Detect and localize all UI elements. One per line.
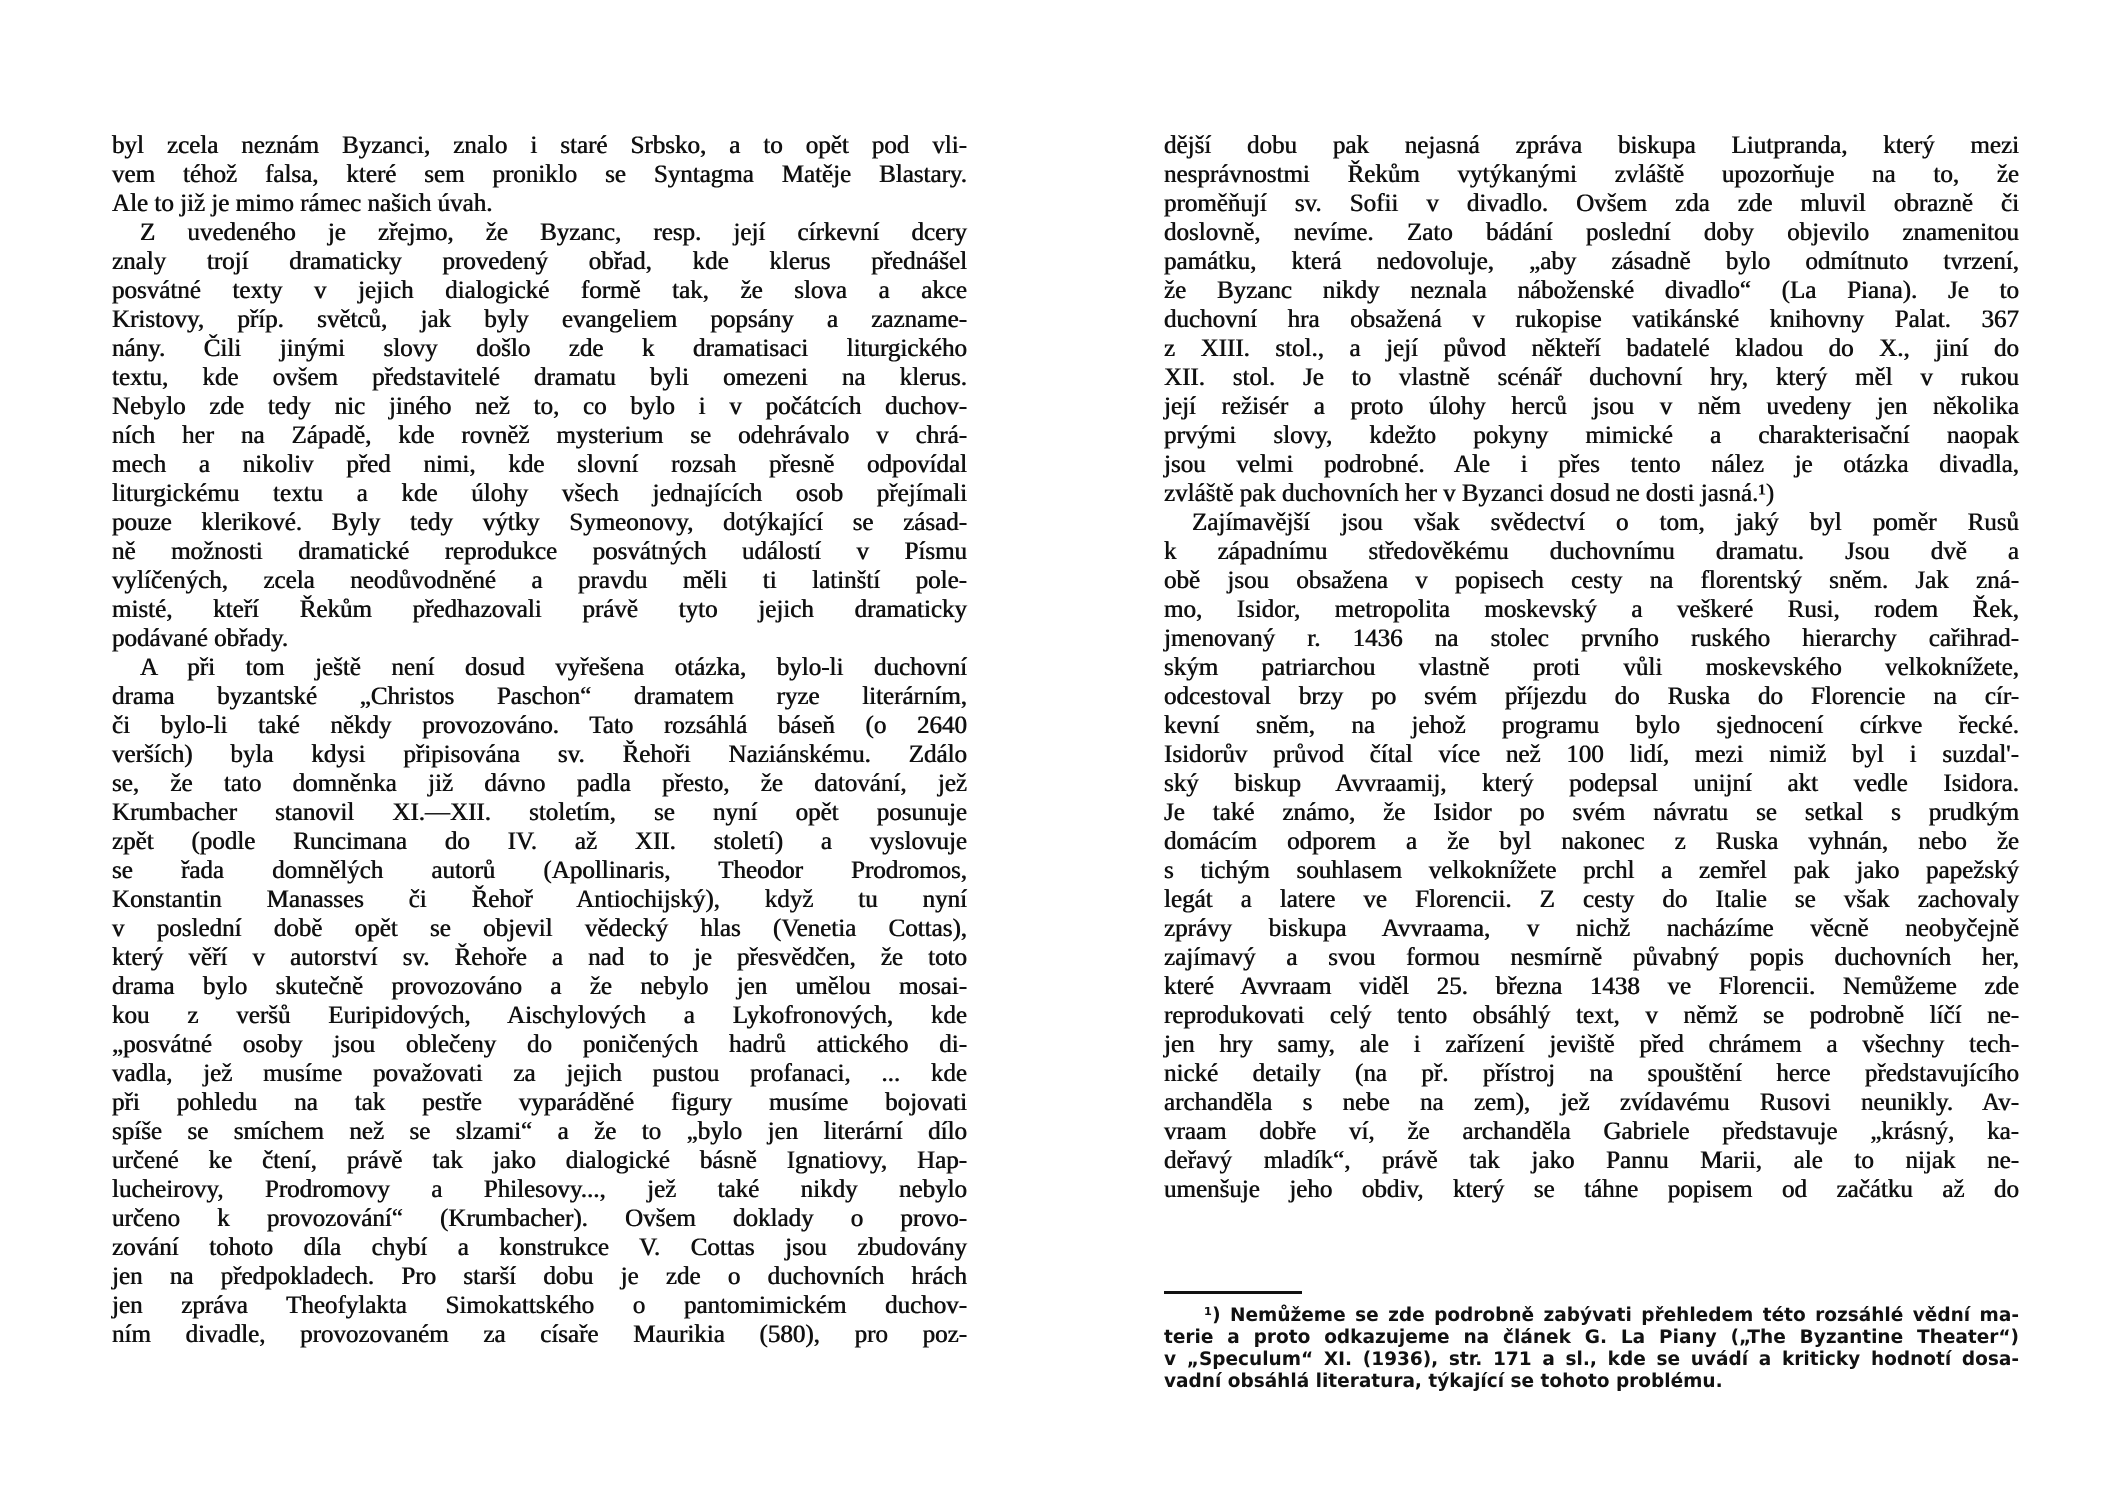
text-line: archanděla s nebe na zem), jež zvídavému Rusovi neunikly. Av-	[1164, 1089, 2019, 1116]
text-line: znaly trojí dramaticky provedený obřad, kde klerus přednášel	[112, 248, 967, 275]
text-line: jsou velmi podrobné. Ale i přes tento nález je otázka divadla,	[1164, 451, 2019, 478]
text-line: památku, která nedovoluje, „aby zásadně bylo odmítnuto tvrzení,	[1164, 248, 2019, 275]
text-line: mech a nikoliv před nimi, kde slovní rozsah přesně odpovídal	[112, 451, 967, 478]
text-line: XII. stol. Je to vlastně scénář duchovní hry, který měl v rukou	[1164, 364, 2019, 391]
text-line: jen na předpokladech. Pro starší dobu je zde o duchovních hrách	[112, 1263, 967, 1290]
text-line: reprodukovati celý tento obsáhlý text, v němž se podrobně líčí ne-	[1164, 1002, 2019, 1029]
text-line: nické detaily (na př. přístroj na spouštění herce představujícího	[1164, 1060, 2019, 1087]
text-line: že Byzanc nikdy neznala náboženské divadlo“ (La Piana). Je to	[1164, 277, 2019, 304]
text-line: Kristovy, příp. světců, jak byly evangeliem popsány a zazname-	[112, 306, 967, 333]
text-line: Nebylo zde tedy nic jiného než to, co bylo i v počátcích duchov-	[112, 393, 967, 420]
text-line: jen zpráva Theofylakta Simokattského o pantomimickém duchov-	[112, 1292, 967, 1319]
text-line: který věří v autorství sv. Řehoře a nad to je přesvědčen, že toto	[112, 944, 967, 971]
text-line: Ale to již je mimo rámec našich úvah.	[112, 190, 493, 217]
text-line: verších) byla kdysi připisována sv. Řehoři Naziánskému. Zdálo	[112, 741, 967, 768]
text-line: ský biskup Avvraamij, který podepsal unijní akt vedle Isidora.	[1164, 770, 2019, 797]
text-line: umenšuje jeho obdiv, který se táhne popisem od začátku až do	[1164, 1176, 2019, 1203]
text-line: textu, kde ovšem představitelé dramatu byli omezeni na klerus.	[112, 364, 967, 391]
right-text-column	[1164, 131, 2019, 1204]
text-line: deřavý mladík“, právě tak jako Pannu Marii, ale to nijak ne-	[1164, 1147, 2019, 1174]
text-line: proměňují sv. Sofii v divadlo. Ovšem zda zde mluvil obrazně či	[1164, 190, 2019, 217]
text-line: mo, Isidor, metropolita moskevský a veškeré Rusi, rodem Řek,	[1164, 596, 2019, 623]
text-line: liturgickému textu a kde úlohy všech jednajících osob přejímali	[112, 480, 967, 507]
text-line: podávané obřady.	[112, 625, 289, 652]
text-line: kou z veršů Euripidových, Aischylových a Lykofronových, kde	[112, 1002, 967, 1029]
text-line: Konstantin Manasses či Řehoř Antiochijský), když tu nyní	[112, 886, 967, 913]
paragraph-start-line: Zajímavější jsou však svědectví o tom, jaký byl poměr Rusů	[1192, 509, 2019, 536]
text-line: nesprávnostmi Řekům vytýkanými zvláště upozorňuje na to, že	[1164, 161, 2019, 188]
text-line: drama bylo skutečně provozováno a že nebylo jen umělou mosai-	[112, 973, 967, 1000]
text-line: zvláště pak duchovních her v Byzanci dosud ne dosti jasná.¹)	[1164, 480, 1775, 507]
text-line: ních her na Západě, kde rovněž mysterium se odehrávalo v chrá-	[112, 422, 967, 449]
paragraph-start-line: A při tom ještě není dosud vyřešena otázka, bylo-li duchovní	[140, 654, 967, 681]
text-line: její režisér a proto úlohy herců jsou v něm uvedeny jen několika	[1164, 393, 2019, 420]
text-line: z XIII. stol., a její původ někteří badatelé kladou do X., jiní do	[1164, 335, 2019, 362]
text-line: zprávy biskupa Avvraama, v nichž nacházíme věcně neobyčejně	[1164, 915, 2019, 942]
text-line: jmenovaný r. 1436 na stolec prvního ruského hierarchy cařihrad-	[1164, 625, 2019, 652]
text-line: Isidorův průvod čítal více než 100 lidí, mezi nimiž byl i suzdal'-	[1164, 741, 2019, 768]
text-line: pouze klerikové. Byly tedy výtky Symeonovy, dotýkající se zásad-	[112, 509, 967, 536]
text-line: k západnímu středověkému duchovnímu dramatu. Jsou dvě a	[1164, 538, 2019, 565]
text-line: kevní sněm, na jehož programu bylo sjednocení církve řecké.	[1164, 712, 2019, 739]
paragraph-start-line: Z uvedeného je zřejmo, že Byzanc, resp. její církevní dcery	[140, 219, 967, 246]
text-line: ně možnosti dramatické reprodukce posvátných událostí v Písmu	[112, 538, 967, 565]
footnote-line: terie a proto odkazujeme na článek G. La Piany („The Byzantine Theater“)	[1164, 1327, 2019, 1348]
text-line: zpět (podle Runcimana do IV. až XII. století) a vyslovuje	[112, 828, 967, 855]
text-line: jen hry samy, ale i zařízení jeviště před chrámem a všechny tech-	[1164, 1031, 2019, 1058]
text-line: dější dobu pak nejasná zpráva biskupa Liutpranda, který mezi	[1164, 132, 2019, 159]
text-line: obě jsou obsažena v popisech cesty na florentský sněm. Jak zná-	[1164, 567, 2019, 594]
text-line: odcestoval brzy po svém příjezdu do Ruska do Florencie na cír-	[1164, 683, 2019, 710]
text-line: se řada domnělých autorů (Apollinaris, Theodor Prodromos,	[112, 857, 967, 884]
text-line: posvátné texty v jejich dialogické formě tak, že slova a akce	[112, 277, 967, 304]
text-line: legát a latere ve Florencii. Z cesty do Italie se však zachovaly	[1164, 886, 2019, 913]
footnote-line: vadní obsáhlá literatura, týkající se tohoto problému.	[1164, 1371, 1723, 1392]
text-line: byl zcela neznám Byzanci, znalo i staré Srbsko, a to opět pod vli-	[112, 132, 967, 159]
text-line: určeno k provozování“ (Krumbacher). Ovšem doklady o provo-	[112, 1205, 967, 1232]
text-line: se, že tato domněnka již dávno padla přesto, že datování, jež	[112, 770, 967, 797]
text-line: duchovní hra obsažená v rukopise vatikánské knihovny Palat. 367	[1164, 306, 2019, 333]
footnote-line: v „Speculum“ XI. (1936), str. 171 a sl., kde se uvádí a kriticky hodnotí dosa-	[1164, 1349, 2019, 1370]
text-line: ským patriarchou vlastně proti vůli moskevského velkoknížete,	[1164, 654, 2019, 681]
text-line: či bylo-li také někdy provozováno. Tato rozsáhlá báseň (o 2640	[112, 712, 967, 739]
footnote-line: ¹) Nemůžeme se zde podrobně zabývati přehledem této rozsáhlé vědní ma-	[1204, 1305, 2019, 1326]
text-line: domácím odporem a že byl nakonec z Ruska vyhnán, nebo že	[1164, 828, 2019, 855]
text-line: doslovně, nevíme. Zato bádání poslední doby objevilo znamenitou	[1164, 219, 2019, 246]
text-line: misté, kteří Řekům předhazovali právě tyto jejich dramaticky	[112, 596, 967, 623]
text-line: při pohledu na tak pestře vyparáděné figury musíme bojovati	[112, 1089, 967, 1116]
text-line: vem téhož falsa, které sem proniklo se Syntagma Matěje Blastary.	[112, 161, 967, 188]
text-line: které Avvraam viděl 25. března 1438 ve Florencii. Nemůžeme zde	[1164, 973, 2019, 1000]
text-line: Je také známo, že Isidor po svém návratu se setkal s prudkým	[1164, 799, 2019, 826]
text-line: vadla, jež musíme považovati za jejich pustou profanaci, ... kde	[112, 1060, 967, 1087]
text-line: vraam dobře ví, že archanděla Gabriele představuje „krásný, ka-	[1164, 1118, 2019, 1145]
footnote-separator	[1164, 1291, 1302, 1294]
text-line: zajímavý a svou formou nesmírně půvabný popis duchovních her,	[1164, 944, 2019, 971]
text-line: nány. Čili jinými slovy došlo zde k dramatisaci liturgického	[112, 335, 967, 362]
left-text-column	[112, 131, 967, 1349]
text-line: spíše se smíchem než se slzami“ a že to „bylo jen literární dílo	[112, 1118, 967, 1145]
text-line: určené ke čtení, právě tak jako dialogické básně Ignatiovy, Hap-	[112, 1147, 967, 1174]
text-line: Krumbacher stanovil XI.—XII. stoletím, se nyní opět posunuje	[112, 799, 967, 826]
text-line: ním divadle, provozovaném za císaře Maurikia (580), pro poz-	[112, 1321, 967, 1348]
text-line: zování tohoto díla chybí a konstrukce V. Cottas jsou zbudovány	[112, 1234, 967, 1261]
text-line: s tichým souhlasem velkoknížete prchl a zemřel pak jako papežský	[1164, 857, 2019, 884]
right-page	[1059, 0, 2118, 1500]
text-line: vylíčených, zcela neodůvodněné a pravdu měli ti latinští pole-	[112, 567, 967, 594]
text-line: drama byzantské „Christos Paschon“ dramatem ryze literárním,	[112, 683, 967, 710]
text-line: lucheirovy, Prodromovy a Philesovy..., jež také nikdy nebylo	[112, 1176, 967, 1203]
footnote	[1164, 1305, 2019, 1393]
text-line: v poslední době opět se objevil vědecký hlas (Venetia Cottas),	[112, 915, 967, 942]
text-line: „posvátné osoby jsou oblečeny do poničených hadrů attického di-	[112, 1031, 967, 1058]
text-line: prvými slovy, kdežto pokyny mimické a charakterisační naopak	[1164, 422, 2019, 449]
